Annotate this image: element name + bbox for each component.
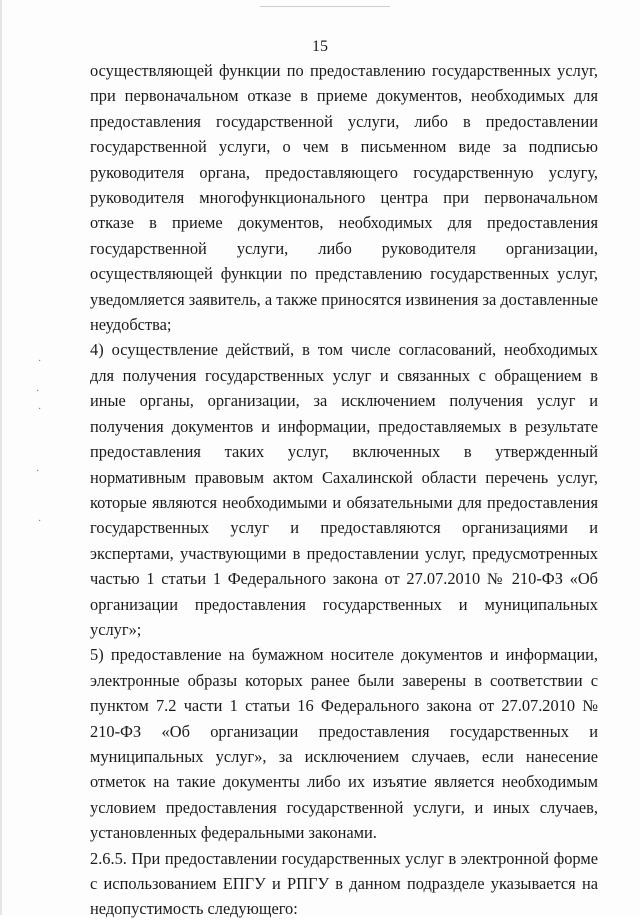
scan-speck: · [36, 386, 40, 397]
scan-speck: · [38, 356, 42, 367]
scan-top-mark [260, 6, 390, 7]
paragraph-continuation: осуществляющей функции по предоставлению государственных услуг, при первоначальном отказе в приеме документов, необходимых для предоставления государственной услуги, либо в предоставлении государственной услуги, о чем в письменном виде за подписью руководителя органа, предоставляющего государственную услугу, руководителя многофункционального центра при первоначальном отказе в приеме документов, необходимых для предоставления государственной услуги, либо руководителя организации, осуществляющей функции по представлению государственных услуг, уведомляется заявитель, а также приносятся извинения за доставленные неудобства; [90, 61, 598, 335]
page-number: 15 [312, 38, 328, 55]
scan-left-edge [0, 0, 2, 915]
scan-speck: · [38, 404, 42, 415]
paragraph-item-5: 5) предоставление на бумажном носителе документов и информации, электронные образы которых ранее были заверены в соответствии с пунктом 7.2 части 1 статьи 16 Федерального закона от 27.07.2010 № 210-ФЗ «Об организации предоставления государственных и муниципальных услуг», за исключением случаев, если нанесение отметок на такие документы либо их изъятие является необходимым условием предоставления государственной услуги, и иных случаев, установленных федеральными законами. [90, 645, 598, 843]
paragraph-item-4: 4) осуществление действий, в том числе согласований, необходимых для получения государственных услуг и связанных с обращением в иные органы, организации, за исключением получения услуг и получения документов и информации, предоставляемых в результате предоставления таких услуг, включенных в утвержденный нормативным правовым актом Сахалинской области перечень услуг, которые являются необходимыми и обязательными для предоставления государственных услуг и предоставляются организациями и экспертами, участвующими в предоставлении услуг, предусмотренных частью 1 статьи 1 Федерального закона от 27.07.2010 № 210-ФЗ «Об организации предоставления государственных и муниципальных услуг»; [90, 340, 598, 639]
scan-speck: · [38, 516, 42, 527]
paragraph-2-6-5: 2.6.5. При предоставлении государственных услуг в электронной форме с использованием ЕПГУ и РПГУ в данном подразделе указывается на недопустимость следующего: [90, 848, 598, 919]
document-body [90, 58, 598, 922]
scan-speck: · [36, 466, 40, 477]
